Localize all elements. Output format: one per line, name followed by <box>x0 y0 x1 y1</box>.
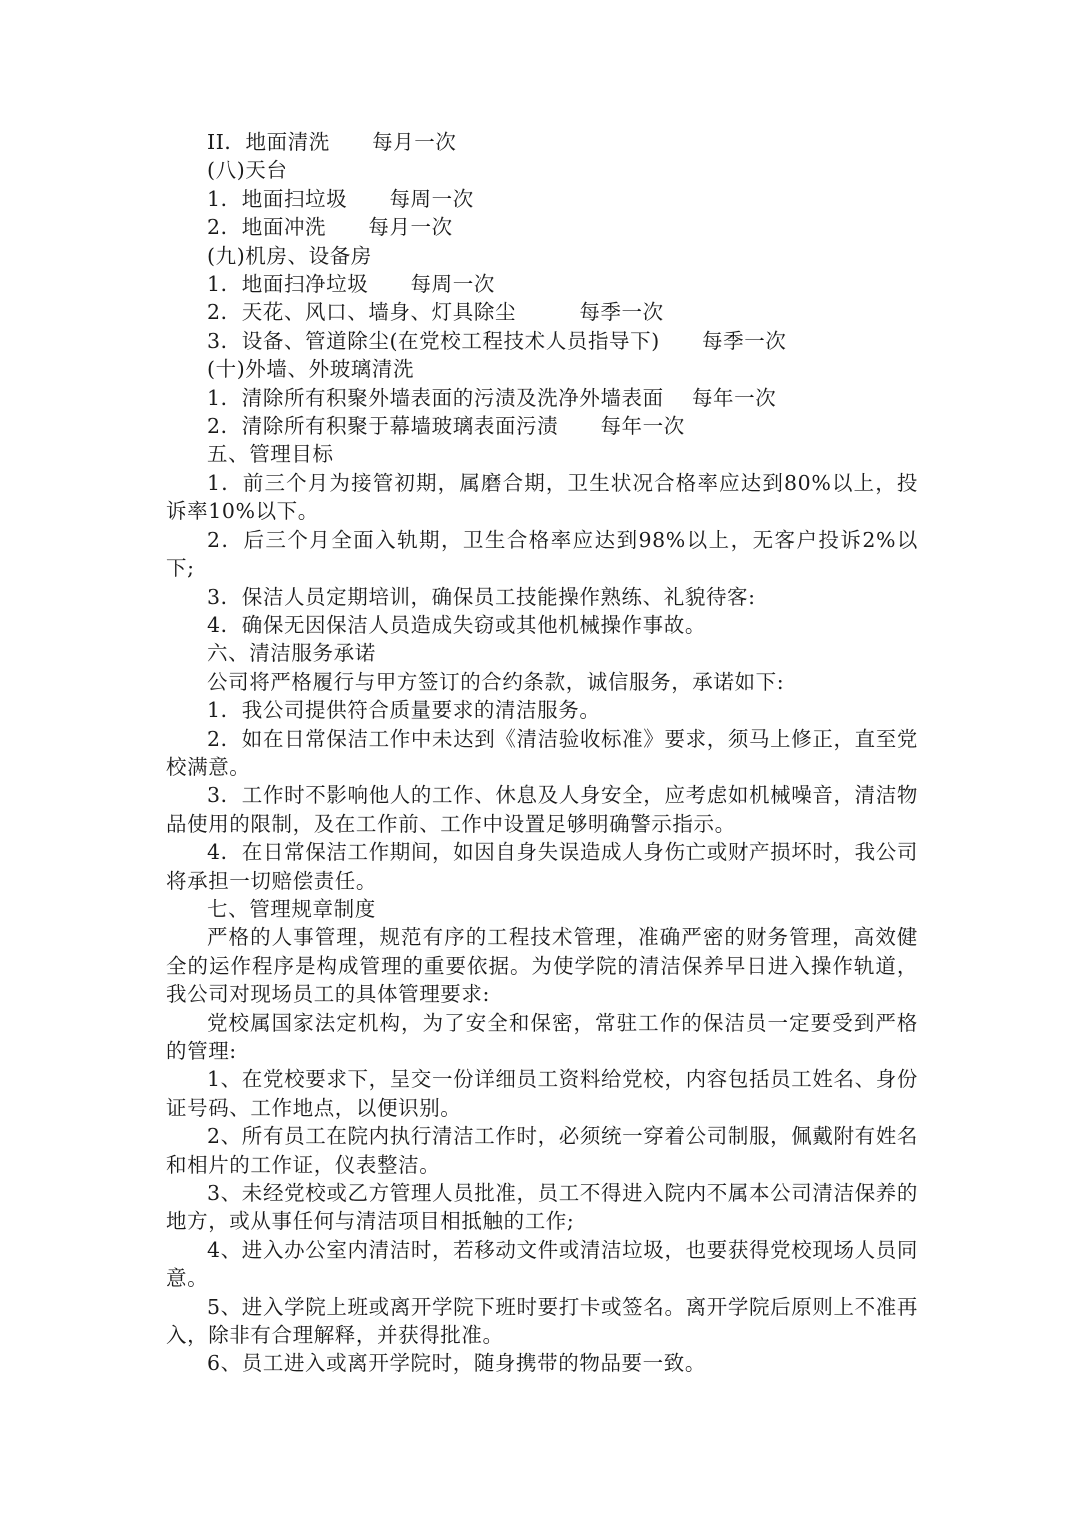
section-rooftop-heading: (八)天台 <box>207 158 288 183</box>
document-page <box>166 128 918 1378</box>
rooftop-item-1: 1．地面扫垃圾 每周一次 <box>207 186 474 211</box>
exterior-item-1: 1．清除所有积聚外墙表面的污渍及洗净外墙表面 每年一次 <box>207 385 777 410</box>
commitment-item-4: 4．在日常保洁工作期间，如因自身失误造成人身伤亡或财产损坏时，我公司将承担一切赔偿责任。 <box>166 840 918 893</box>
regulations-item-1: 1、在党校要求下，呈交一份详细员工资料给党校，内容包括员工姓名、身份证号码、工作地点，以便识别。 <box>166 1067 918 1120</box>
regulations-item-3: 3、未经党校或乙方管理人员批准，员工不得进入院内不属本公司清洁保养的地方，或从事任何与清洁项目相抵触的工作; <box>166 1181 918 1234</box>
section-service-commitment-heading: 六、清洁服务承诺 <box>207 641 376 666</box>
section-exterior-heading: (十)外墙、外玻璃清洗 <box>207 357 415 382</box>
regulations-item-4: 4、进入办公室内清洁时，若移动文件或清洁垃圾，也要获得党校现场人员同意。 <box>166 1237 918 1291</box>
rooftop-item-2: 2．地面冲洗 每月一次 <box>207 215 453 240</box>
commitment-intro: 公司将严格履行与甲方签订的合约条款，诚信服务，承诺如下: <box>207 669 785 694</box>
item-ground-washing: II．地面清洗 每月一次 <box>207 130 457 154</box>
machine-room-item-2: 2．天花、风口、墙身、灯具除尘 每季一次 <box>207 300 664 325</box>
machine-room-item-1: 1．地面扫净垃圾 每周一次 <box>207 272 495 297</box>
regulations-intro: 严格的人事管理，规范有序的工程技术管理，准确严密的财务管理，高效健全的运作程序是构成管理的重要依据。为使学院的清洁保养早日进入操作轨道，我公司对现场员工的具体管理要求: <box>166 925 918 1007</box>
section-management-goals-heading: 五、管理目标 <box>207 442 334 467</box>
exterior-item-2: 2．清除所有积聚于幕墙玻璃表面污渍 每年一次 <box>207 414 685 439</box>
regulations-context: 党校属国家法定机构，为了安全和保密，常驻工作的保洁员一定要受到严格的管理: <box>166 1010 918 1063</box>
goals-item-2: 2．后三个月全面入轨期，卫生合格率应达到98%以上，无客户投诉2%以下; <box>166 527 918 581</box>
commitment-item-3: 3．工作时不影响他人的工作、休息及人身安全，应考虑如机械噪音，清洁物品使用的限制，及在工作前、工作中设置足够明确警示指示。 <box>166 783 918 836</box>
section-regulations-heading: 七、管理规章制度 <box>207 896 376 921</box>
commitment-item-2: 2．如在日常保洁工作中未达到《清洁验收标准》要求，须马上修正，直至党校满意。 <box>166 726 918 779</box>
goals-item-4: 4．确保无因保洁人员造成失窃或其他机械操作事故。 <box>207 612 706 637</box>
commitment-item-1: 1．我公司提供符合质量要求的清洁服务。 <box>207 698 601 723</box>
machine-room-item-3: 3．设备、管道除尘(在党校工程技术人员指导下) 每季一次 <box>207 328 787 353</box>
regulations-item-2: 2、所有员工在院内执行清洁工作时，必须统一穿着公司制服，佩戴附有姓名和相片的工作证，仪表整洁。 <box>166 1124 918 1177</box>
regulations-item-5: 5、进入学院上班或离开学院下班时要打卡或签名。离开学院后原则上不准再入，除非有合理解释，并获得批准。 <box>166 1294 918 1348</box>
section-machine-room-heading: (九)机房、设备房 <box>207 243 372 268</box>
goals-item-1: 1．前三个月为接管初期，属磨合期，卫生状况合格率应达到80%以上，投诉率10%以下。 <box>166 470 918 524</box>
goals-item-3: 3．保洁人员定期培训，确保员工技能操作熟练、礼貌待客: <box>207 584 756 609</box>
regulations-item-6: 6、员工进入或离开学院时，随身携带的物品要一致。 <box>207 1351 706 1376</box>
